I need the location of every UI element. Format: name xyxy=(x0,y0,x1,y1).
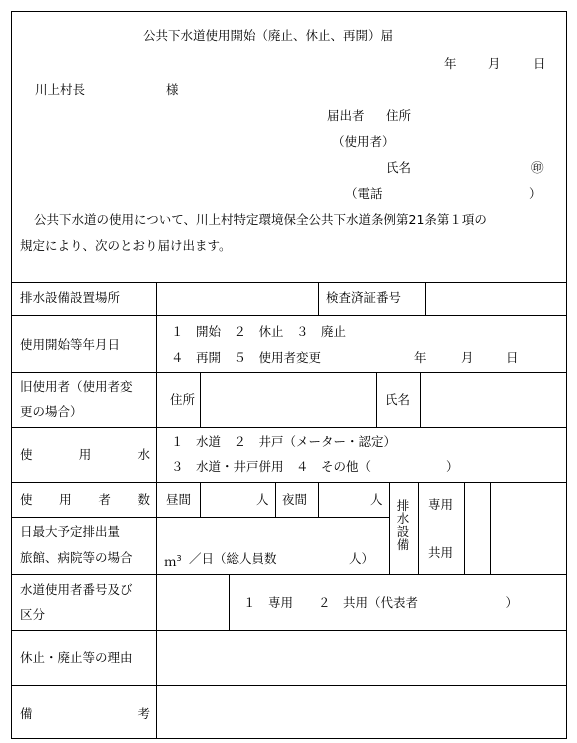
daytime-unit: 人 xyxy=(256,492,269,507)
user-paren-label: （使用者） xyxy=(332,134,395,149)
row-divider xyxy=(11,372,567,373)
row-divider xyxy=(11,427,567,428)
row-divider xyxy=(11,630,567,631)
start-date-label: 使用開始等年月日 xyxy=(20,337,121,352)
date-day-label: 日 xyxy=(533,56,546,71)
row-divider xyxy=(11,685,567,686)
row-divider xyxy=(11,574,567,575)
column-divider xyxy=(490,482,491,574)
start-year-label: 年 xyxy=(414,350,427,365)
form-title: 公共下水道使用開始（廃止、休止、再開）届 xyxy=(143,28,394,43)
seal-icon: ㊞ xyxy=(531,160,544,175)
row-divider xyxy=(11,282,567,283)
location-label: 排水設備設置場所 xyxy=(20,290,121,305)
prev-user-label-line1: 旧使用者（使用者変 xyxy=(20,379,133,394)
row-divider xyxy=(11,517,389,518)
daytime-label: 昼間 xyxy=(166,492,192,507)
start-options-line2: ４ 再開 ５ 使用者変更 xyxy=(171,350,322,365)
column-divider xyxy=(200,372,201,427)
body-text-line1: 公共下水道の使用について、川上村特定環境保全公共下水道条例第21条第１項の xyxy=(34,212,487,227)
applicant-label: 届出者 xyxy=(327,108,365,123)
column-divider xyxy=(275,482,276,517)
row-divider xyxy=(11,315,567,316)
water-user-type: １ 専用 ２ 共用（代表者 ） xyxy=(243,595,519,610)
drainage-char: 排 xyxy=(396,498,410,513)
drainage-char: 設 xyxy=(396,524,410,539)
address-label: 住所 xyxy=(386,108,412,123)
per-day-text: ／日（総人員数 xyxy=(189,551,277,566)
date-month-label: 月 xyxy=(488,56,501,71)
prev-name-label: 氏名 xyxy=(385,392,411,407)
label-column-divider xyxy=(156,282,157,739)
drainage-facility-label xyxy=(396,499,410,551)
water-options-line1: １ 水道 ２ 井戸（メーター・認定） xyxy=(171,434,397,449)
max-discharge-label-line1: 日最大予定排出量 xyxy=(20,524,121,539)
honorific: 様 xyxy=(166,82,179,97)
m-unit: ｍ xyxy=(164,554,177,570)
max-discharge-label-line2: 旅館、病院等の場合 xyxy=(20,550,133,565)
phone-open: （電話 xyxy=(345,186,383,201)
column-divider xyxy=(464,482,465,574)
drainage-char: 水 xyxy=(396,511,410,526)
persons-close: 人） xyxy=(349,551,375,566)
name-label: 氏名 xyxy=(386,160,412,175)
column-divider xyxy=(318,482,319,517)
start-options-line1: １ 開始 ２ 休止 ３ 廃止 xyxy=(171,324,347,339)
remarks-label: 備考 xyxy=(20,706,150,721)
column-divider xyxy=(418,482,419,574)
prev-address-label: 住所 xyxy=(170,392,196,407)
column-divider xyxy=(420,372,421,427)
phone-close: ） xyxy=(529,186,542,201)
night-unit: 人 xyxy=(370,492,383,507)
column-divider xyxy=(200,482,201,517)
water-user-number-label-line2: 区分 xyxy=(20,607,46,622)
start-month-label: 月 xyxy=(461,350,474,365)
suspension-reason-label: 休止・廃止等の理由 xyxy=(20,650,133,665)
water-source-label: 使用水 xyxy=(20,447,150,462)
column-divider xyxy=(318,282,319,315)
water-options-line2: ３ 水道・井戸併用 ４ その他（ ） xyxy=(171,459,459,474)
prev-user-label-line2: 更の場合） xyxy=(20,404,83,419)
drainage-char: 備 xyxy=(396,537,410,552)
start-day-label: 日 xyxy=(506,350,519,365)
date-year-label: 年 xyxy=(444,56,457,71)
inspection-number-label: 検査済証番号 xyxy=(326,290,402,305)
body-text-line2: 規定により、次のとおり届け出ます。 xyxy=(20,238,232,253)
night-label: 夜間 xyxy=(282,492,308,507)
cubic-meter-unit xyxy=(164,551,182,569)
users-count-label: 使用者数 xyxy=(20,492,150,507)
column-divider xyxy=(229,574,230,630)
row-divider xyxy=(11,482,567,483)
addressee: 川上村長 xyxy=(35,82,86,97)
m3-superscript: 3 xyxy=(176,554,182,563)
exclusive-label: 専用 xyxy=(428,497,454,512)
column-divider xyxy=(389,482,390,574)
column-divider xyxy=(376,372,377,427)
column-divider xyxy=(425,282,426,315)
water-user-number-label-line1: 水道使用者番号及び xyxy=(20,582,133,597)
shared-label: 共用 xyxy=(428,545,454,560)
